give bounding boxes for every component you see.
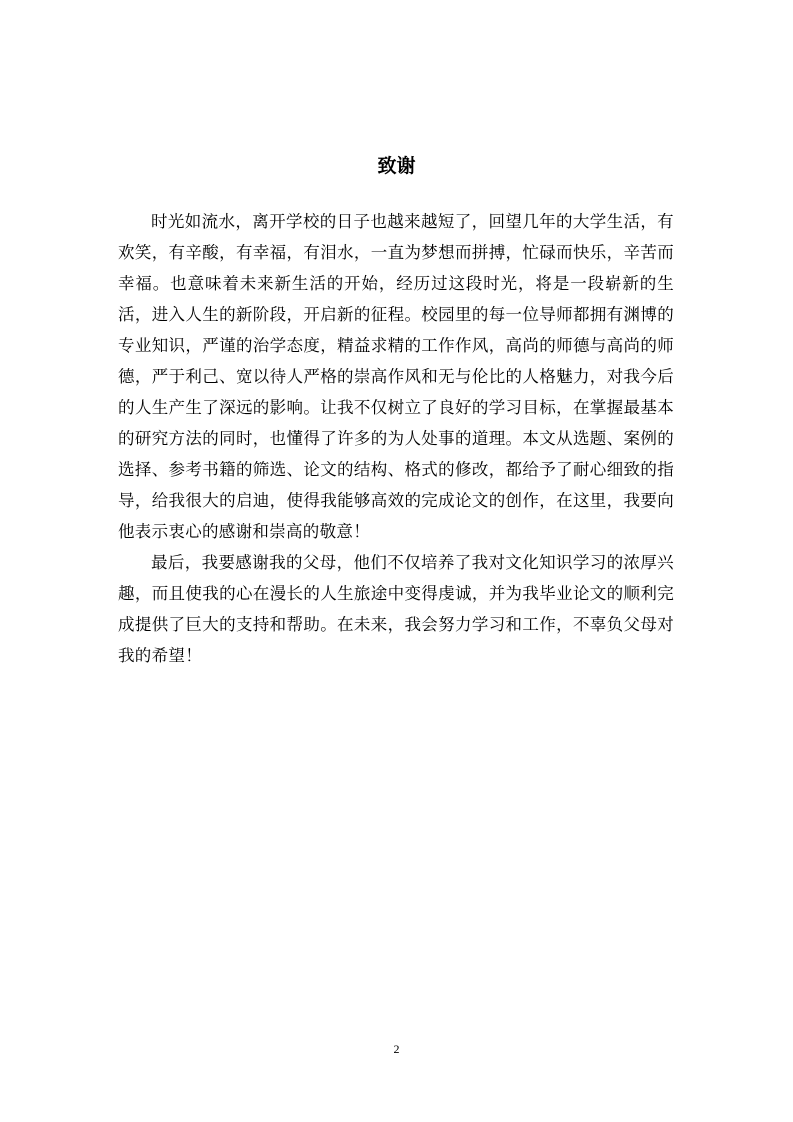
page-title: 致谢 [377, 155, 416, 177]
paragraph-thanks-teachers: 时光如流水，离开学校的日子也越来越短了，回望几年的大学生活，有欢笑，有辛酸，有幸福，有泪水，一直为梦想而拼搏，忙碌而快乐，辛苦而幸福。也意味着未来新生活的开始，经历过这段时光，将是一段崭新的生活，进入人生的新阶段，开启新的征程。校园里的每一位导师都拥有渊博的专业知识，严谨的治学态度，精益求精的工作作风，高尚的师德与高尚的师德，严于利己、宽以待人严格的崇高作风和无与伦比的人格魅力，对我今后的人生产生了深远的影响。让我不仅树立了良好的学习目标，在掌握最基本的研究方法的同时，也懂得了许多的为人处事的道理。本文从选题、案例的选择、参考书籍的筛选、论文的结构、格式的修改，都给予了耐心细致的指导，给我很大的启迪，使得我能够高效的完成论文的创作，在这里，我要向他表示衷心的感谢和崇高的敬意！ [118, 212, 674, 541]
document-body [118, 206, 674, 671]
paragraph-thanks-parents: 最后，我要感谢我的父母，他们不仅培养了我对文化知识学习的浓厚兴趣，而且使我的心在漫长的人生旅途中变得虔诚，并为我毕业论文的顺利完成提供了巨大的支持和帮助。在未来，我会努力学习和工作，不辜负父母对我的希望！ [118, 553, 674, 665]
page-number: 2 [393, 1042, 400, 1056]
